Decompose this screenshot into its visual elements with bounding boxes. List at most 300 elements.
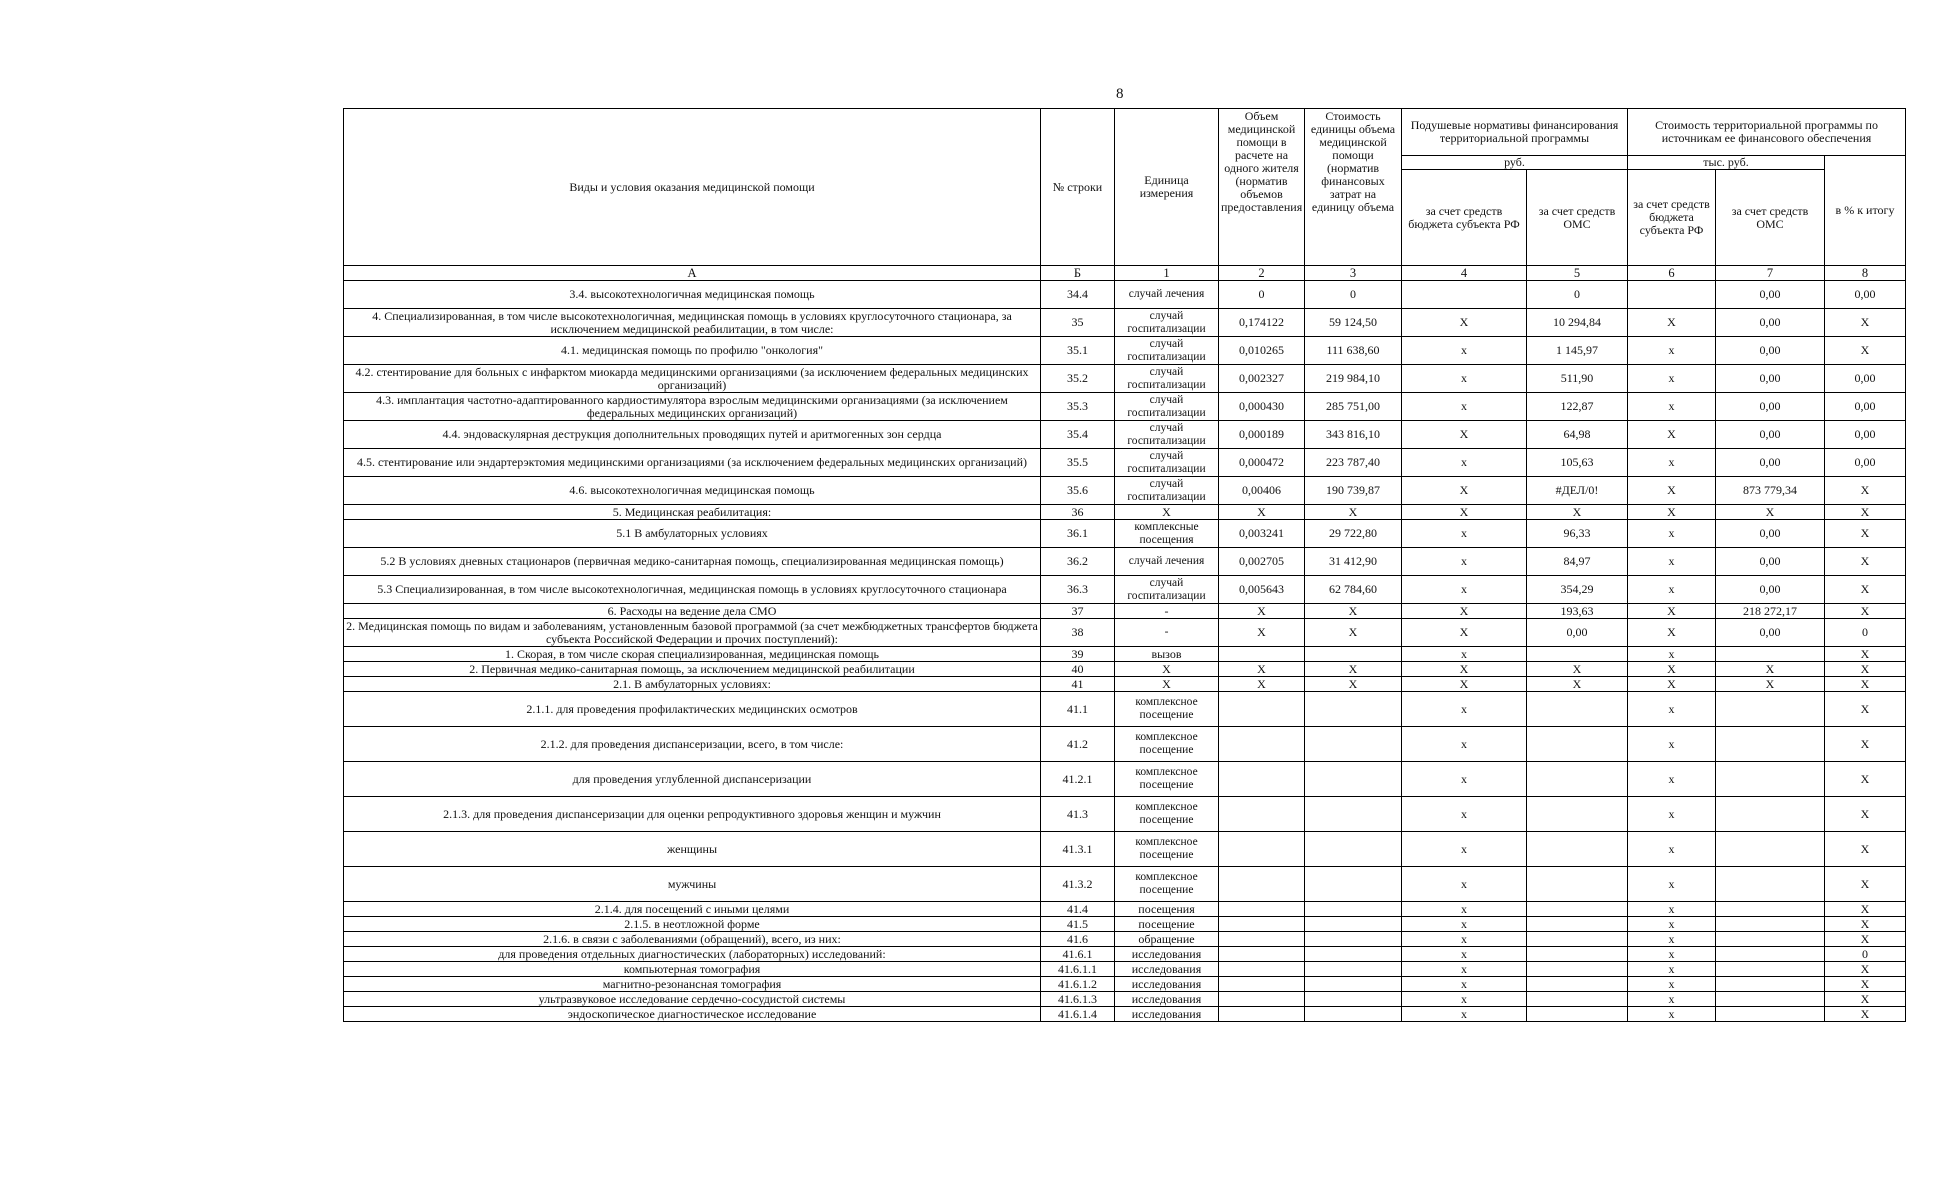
table-row — [344, 797, 1906, 832]
row-oms-total-cell — [1716, 692, 1825, 727]
row-volume-cell: X — [1219, 505, 1305, 520]
row-volume-cell — [1219, 947, 1305, 962]
row-name-cell: для проведения углубленной диспансеризации — [344, 762, 1041, 797]
row-code-cell: 34.4 — [1041, 281, 1115, 309]
row-name-cell: 6. Расходы на ведение дела СМО — [344, 604, 1041, 619]
row-percent-cell: X — [1825, 932, 1906, 947]
row-unit-cell: исследования — [1115, 977, 1219, 992]
row-budget-rf-total-cell: x — [1628, 947, 1716, 962]
row-name-cell: 2.1. В амбулаторных условиях: — [344, 677, 1041, 692]
row-budget-rf-total-cell: X — [1628, 309, 1716, 337]
row-budget-rf-total-cell: x — [1628, 365, 1716, 393]
header-percent: в % к итогу — [1825, 156, 1906, 266]
row-oms-total-cell: 873 779,34 — [1716, 477, 1825, 505]
row-percent-cell: X — [1825, 992, 1906, 1007]
row-budget-rf-total-cell: x — [1628, 902, 1716, 917]
header-oms: за счет средств ОМС — [1527, 170, 1628, 266]
row-unit-cell: случай госпитализации — [1115, 365, 1219, 393]
row-code-cell: 41.2 — [1041, 727, 1115, 762]
row-oms-total-cell — [1716, 902, 1825, 917]
row-oms-cell — [1527, 727, 1628, 762]
row-percent-cell: X — [1825, 309, 1906, 337]
row-budget-rf-total-cell: x — [1628, 962, 1716, 977]
row-volume-cell: 0,000189 — [1219, 421, 1305, 449]
row-unit-cell: исследования — [1115, 947, 1219, 962]
row-oms-cell — [1527, 962, 1628, 977]
row-oms-total-cell: 0,00 — [1716, 449, 1825, 477]
row-budget-rf-total-cell: x — [1628, 548, 1716, 576]
row-oms-total-cell — [1716, 762, 1825, 797]
row-unit-cost-cell — [1305, 832, 1402, 867]
row-percent-cell: X — [1825, 677, 1906, 692]
row-budget-rf-total-cell: x — [1628, 932, 1716, 947]
row-name-cell: 3.4. высокотехнологичная медицинская помощь — [344, 281, 1041, 309]
row-unit-cell: комплексное посещение — [1115, 832, 1219, 867]
row-unit-cost-cell — [1305, 992, 1402, 1007]
table-row — [344, 281, 1906, 309]
table-row — [344, 365, 1906, 393]
row-code-cell: 36.2 — [1041, 548, 1115, 576]
row-oms-total-cell — [1716, 962, 1825, 977]
row-code-cell: 36.3 — [1041, 576, 1115, 604]
row-code-cell: 40 — [1041, 662, 1115, 677]
row-percent-cell: X — [1825, 962, 1906, 977]
row-oms-cell — [1527, 692, 1628, 727]
row-oms-total-cell — [1716, 727, 1825, 762]
row-budget-rf-cell: x — [1402, 692, 1527, 727]
row-budget-rf-cell: x — [1402, 647, 1527, 662]
row-oms-total-cell — [1716, 647, 1825, 662]
row-oms-cell: 0,00 — [1527, 619, 1628, 647]
table-row — [344, 917, 1906, 932]
row-code-cell: 41.5 — [1041, 917, 1115, 932]
row-unit-cell: случай госпитализации — [1115, 393, 1219, 421]
row-name-cell: компьютерная томография — [344, 962, 1041, 977]
row-volume-cell: 0,003241 — [1219, 520, 1305, 548]
row-budget-rf-cell: x — [1402, 576, 1527, 604]
row-budget-rf-total-cell: X — [1628, 421, 1716, 449]
row-name-cell: 4.6. высокотехнологичная медицинская помощь — [344, 477, 1041, 505]
row-unit-cost-cell: 59 124,50 — [1305, 309, 1402, 337]
row-budget-rf-cell: X — [1402, 662, 1527, 677]
row-name-cell: 2.1.3. для проведения диспансеризации для оценки репродуктивного здоровья женщин и мужчин — [344, 797, 1041, 832]
row-oms-cell — [1527, 647, 1628, 662]
row-oms-total-cell: 0,00 — [1716, 365, 1825, 393]
row-volume-cell — [1219, 762, 1305, 797]
row-budget-rf-cell: x — [1402, 917, 1527, 932]
row-name-cell: 4.3. имплантация частотно-адаптированного кардиостимулятора взрослым медицинскими организациями (за исключением федеральных медицинских организаций) — [344, 393, 1041, 421]
row-oms-total-cell: 0,00 — [1716, 393, 1825, 421]
column-number: 7 — [1716, 266, 1825, 281]
row-unit-cost-cell — [1305, 692, 1402, 727]
row-oms-total-cell: 0,00 — [1716, 576, 1825, 604]
header-percapita-group: Подушевые нормативы финансирования территориальной программы — [1402, 109, 1628, 156]
header-volume — [1219, 109, 1305, 266]
row-volume-cell: X — [1219, 662, 1305, 677]
row-unit-cell: комплексное посещение — [1115, 727, 1219, 762]
row-unit-cell: случай госпитализации — [1115, 337, 1219, 365]
row-name-cell: 5.3 Специализированная, в том числе высокотехнологичная, медицинская помощь в условиях круглосуточного стационара — [344, 576, 1041, 604]
row-unit-cell: - — [1115, 619, 1219, 647]
row-oms-total-cell: 0,00 — [1716, 337, 1825, 365]
row-budget-rf-cell: x — [1402, 762, 1527, 797]
row-percent-cell: X — [1825, 548, 1906, 576]
row-name-cell: 5.2 В условиях дневных стационаров (первичная медико-санитарная помощь, специализированная медицинская помощь) — [344, 548, 1041, 576]
table-row — [344, 902, 1906, 917]
row-name-cell: 4. Специализированная, в том числе высокотехнологичная, медицинская помощь в условиях круглосуточного стационара, за исключением медицинской реабилитации, в том числе: — [344, 309, 1041, 337]
row-unit-cost-cell: X — [1305, 619, 1402, 647]
row-code-cell: 35.1 — [1041, 337, 1115, 365]
row-volume-cell: X — [1219, 604, 1305, 619]
row-percent-cell: X — [1825, 762, 1906, 797]
header-unit-thousand-rub: тыс. руб. — [1628, 156, 1825, 170]
row-volume-cell — [1219, 727, 1305, 762]
row-oms-cell — [1527, 1007, 1628, 1022]
row-unit-cell: X — [1115, 505, 1219, 520]
column-number-row — [344, 266, 1906, 281]
row-percent-cell: 0 — [1825, 619, 1906, 647]
table-row — [344, 962, 1906, 977]
row-percent-cell: X — [1825, 477, 1906, 505]
row-unit-cost-cell — [1305, 727, 1402, 762]
row-unit-cell: случай госпитализации — [1115, 309, 1219, 337]
table-body — [344, 281, 1906, 1022]
row-volume-cell: 0,010265 — [1219, 337, 1305, 365]
row-oms-cell: 105,63 — [1527, 449, 1628, 477]
row-volume-cell — [1219, 867, 1305, 902]
row-oms-cell — [1527, 947, 1628, 962]
row-unit-cell: исследования — [1115, 1007, 1219, 1022]
row-code-cell: 35.2 — [1041, 365, 1115, 393]
row-unit-cell: X — [1115, 662, 1219, 677]
row-volume-cell — [1219, 647, 1305, 662]
row-unit-cell: комплексное посещение — [1115, 797, 1219, 832]
row-budget-rf-cell: X — [1402, 421, 1527, 449]
row-percent-cell: X — [1825, 1007, 1906, 1022]
row-volume-cell: 0,174122 — [1219, 309, 1305, 337]
row-budget-rf-total-cell: x — [1628, 762, 1716, 797]
table-row — [344, 947, 1906, 962]
row-code-cell: 41.3 — [1041, 797, 1115, 832]
row-unit-cost-cell — [1305, 962, 1402, 977]
row-oms-total-cell — [1716, 797, 1825, 832]
row-unit-cell: комплексное посещение — [1115, 762, 1219, 797]
page-number: 8 — [1116, 86, 1124, 102]
row-unit-cell: вызов — [1115, 647, 1219, 662]
header-row-number: № строки — [1041, 109, 1115, 266]
row-oms-cell — [1527, 762, 1628, 797]
row-code-cell: 41.6.1.1 — [1041, 962, 1115, 977]
row-oms-cell: X — [1527, 505, 1628, 520]
row-oms-total-cell — [1716, 992, 1825, 1007]
row-name-cell: 2.1.6. в связи с заболеваниями (обращений), всего, из них: — [344, 932, 1041, 947]
row-name-cell: 2. Первичная медико-санитарная помощь, за исключением медицинской реабилитации — [344, 662, 1041, 677]
column-number: 4 — [1402, 266, 1527, 281]
row-oms-cell — [1527, 932, 1628, 947]
row-name-cell: 4.5. стентирование или эндартерэктомия медицинскими организациями (за исключением федеральных медицинских организаций) — [344, 449, 1041, 477]
row-unit-cost-cell: 111 638,60 — [1305, 337, 1402, 365]
row-budget-rf-total-cell: x — [1628, 867, 1716, 902]
header-unit-cost — [1305, 109, 1402, 266]
row-name-cell: ультразвуковое исследование сердечно-сосудистой системы — [344, 992, 1041, 1007]
row-percent-cell: X — [1825, 337, 1906, 365]
row-code-cell: 41.3.2 — [1041, 867, 1115, 902]
row-budget-rf-cell: X — [1402, 604, 1527, 619]
row-volume-cell: X — [1219, 619, 1305, 647]
column-number: 6 — [1628, 266, 1716, 281]
row-unit-cost-cell — [1305, 647, 1402, 662]
row-code-cell: 41.2.1 — [1041, 762, 1115, 797]
row-budget-rf-total-cell: x — [1628, 832, 1716, 867]
row-oms-cell — [1527, 977, 1628, 992]
row-volume-cell — [1219, 797, 1305, 832]
row-budget-rf-cell: x — [1402, 992, 1527, 1007]
row-unit-cost-cell — [1305, 762, 1402, 797]
row-percent-cell: X — [1825, 902, 1906, 917]
row-oms-total-cell — [1716, 932, 1825, 947]
row-oms-cell: X — [1527, 677, 1628, 692]
row-volume-cell — [1219, 962, 1305, 977]
row-volume-cell: 0,000472 — [1219, 449, 1305, 477]
row-percent-cell: X — [1825, 647, 1906, 662]
row-budget-rf-cell: x — [1402, 902, 1527, 917]
row-volume-cell — [1219, 977, 1305, 992]
column-number: А — [344, 266, 1041, 281]
row-unit-cell: посещение — [1115, 917, 1219, 932]
row-code-cell: 35.5 — [1041, 449, 1115, 477]
row-percent-cell: X — [1825, 692, 1906, 727]
row-unit-cell: X — [1115, 677, 1219, 692]
row-budget-rf-total-cell: X — [1628, 662, 1716, 677]
header-unit: Единица измерения — [1115, 109, 1219, 266]
row-budget-rf-total-cell: X — [1628, 604, 1716, 619]
row-percent-cell: 0,00 — [1825, 393, 1906, 421]
column-number: 1 — [1115, 266, 1219, 281]
row-unit-cost-cell: 31 412,90 — [1305, 548, 1402, 576]
row-budget-rf-cell: x — [1402, 962, 1527, 977]
row-code-cell: 39 — [1041, 647, 1115, 662]
table-header — [344, 109, 1906, 281]
row-percent-cell: X — [1825, 576, 1906, 604]
row-volume-cell: 0,00406 — [1219, 477, 1305, 505]
row-budget-rf-total-cell: x — [1628, 647, 1716, 662]
row-oms-total-cell — [1716, 1007, 1825, 1022]
row-oms-total-cell: 218 272,17 — [1716, 604, 1825, 619]
header-volume-text: Объем медицинской помощи в расчете на одного жителя (норматив объемов предоставления — [1221, 109, 1302, 214]
row-budget-rf-total-cell: x — [1628, 727, 1716, 762]
row-budget-rf-total-cell: X — [1628, 477, 1716, 505]
row-unit-cost-cell — [1305, 902, 1402, 917]
header-name: Виды и условия оказания медицинской помощи — [344, 109, 1041, 266]
row-unit-cost-cell: 219 984,10 — [1305, 365, 1402, 393]
row-budget-rf-total-cell: x — [1628, 797, 1716, 832]
row-unit-cost-cell — [1305, 867, 1402, 902]
row-oms-cell — [1527, 867, 1628, 902]
table-row — [344, 505, 1906, 520]
row-budget-rf-cell: x — [1402, 977, 1527, 992]
table-row — [344, 449, 1906, 477]
row-percent-cell: X — [1825, 977, 1906, 992]
row-percent-cell: X — [1825, 917, 1906, 932]
row-oms-total-cell: 0,00 — [1716, 421, 1825, 449]
row-unit-cell: комплексное посещение — [1115, 692, 1219, 727]
table-row — [344, 662, 1906, 677]
row-volume-cell — [1219, 1007, 1305, 1022]
row-code-cell: 41.6.1.4 — [1041, 1007, 1115, 1022]
row-budget-rf-total-cell: x — [1628, 917, 1716, 932]
row-percent-cell: 0,00 — [1825, 281, 1906, 309]
table-row — [344, 548, 1906, 576]
row-name-cell: 2.1.1. для проведения профилактических медицинских осмотров — [344, 692, 1041, 727]
row-code-cell: 41.6 — [1041, 932, 1115, 947]
row-percent-cell: 0,00 — [1825, 449, 1906, 477]
row-budget-rf-total-cell: x — [1628, 576, 1716, 604]
row-budget-rf-total-cell: X — [1628, 619, 1716, 647]
column-number: Б — [1041, 266, 1115, 281]
row-budget-rf-total-cell: x — [1628, 992, 1716, 1007]
row-code-cell: 36.1 — [1041, 520, 1115, 548]
row-unit-cost-cell: X — [1305, 604, 1402, 619]
row-oms-total-cell: 0,00 — [1716, 281, 1825, 309]
row-budget-rf-total-cell: x — [1628, 977, 1716, 992]
row-percent-cell: 0 — [1825, 947, 1906, 962]
row-code-cell: 35.4 — [1041, 421, 1115, 449]
row-budget-rf-cell: X — [1402, 619, 1527, 647]
row-oms-total-cell — [1716, 947, 1825, 962]
row-oms-total-cell: 0,00 — [1716, 309, 1825, 337]
row-unit-cost-cell: 285 751,00 — [1305, 393, 1402, 421]
table-row — [344, 421, 1906, 449]
row-name-cell: магнитно-резонансная томография — [344, 977, 1041, 992]
row-name-cell: 2.1.2. для проведения диспансеризации, всего, в том числе: — [344, 727, 1041, 762]
row-oms-cell: #ДЕЛ/0! — [1527, 477, 1628, 505]
row-code-cell: 35 — [1041, 309, 1115, 337]
row-unit-cost-cell: 62 784,60 — [1305, 576, 1402, 604]
row-code-cell: 35.6 — [1041, 477, 1115, 505]
row-volume-cell: 0 — [1219, 281, 1305, 309]
row-oms-total-cell: 0,00 — [1716, 548, 1825, 576]
row-volume-cell — [1219, 832, 1305, 867]
column-number: 8 — [1825, 266, 1906, 281]
row-code-cell: 41.3.1 — [1041, 832, 1115, 867]
row-budget-rf-total-cell: x — [1628, 449, 1716, 477]
row-percent-cell: X — [1825, 832, 1906, 867]
row-oms-total-cell — [1716, 832, 1825, 867]
column-number: 2 — [1219, 266, 1305, 281]
row-name-cell: 4.2. стентирование для больных с инфарктом миокарда медицинскими организациями (за исключением федеральных медицинских организаций) — [344, 365, 1041, 393]
row-volume-cell: 0,000430 — [1219, 393, 1305, 421]
row-oms-cell — [1527, 832, 1628, 867]
row-percent-cell: X — [1825, 797, 1906, 832]
row-unit-cost-cell: 223 787,40 — [1305, 449, 1402, 477]
row-budget-rf-cell: x — [1402, 449, 1527, 477]
row-name-cell: эндоскопическое диагностическое исследование — [344, 1007, 1041, 1022]
row-unit-cost-cell: X — [1305, 505, 1402, 520]
row-unit-cost-cell: 29 722,80 — [1305, 520, 1402, 548]
row-oms-cell — [1527, 797, 1628, 832]
table-row — [344, 762, 1906, 797]
row-budget-rf-cell: x — [1402, 337, 1527, 365]
row-budget-rf-cell: x — [1402, 1007, 1527, 1022]
row-code-cell: 41.6.1.3 — [1041, 992, 1115, 1007]
row-oms-cell: 354,29 — [1527, 576, 1628, 604]
row-code-cell: 41.1 — [1041, 692, 1115, 727]
row-volume-cell: 0,002327 — [1219, 365, 1305, 393]
row-code-cell: 41.6.1 — [1041, 947, 1115, 962]
table-row — [344, 1007, 1906, 1022]
row-code-cell: 35.3 — [1041, 393, 1115, 421]
row-oms-cell — [1527, 992, 1628, 1007]
row-unit-cost-cell — [1305, 932, 1402, 947]
table-row — [344, 977, 1906, 992]
row-name-cell: мужчины — [344, 867, 1041, 902]
row-unit-cost-cell: 0 — [1305, 281, 1402, 309]
row-budget-rf-cell: x — [1402, 548, 1527, 576]
row-volume-cell: 0,005643 — [1219, 576, 1305, 604]
row-budget-rf-cell: x — [1402, 365, 1527, 393]
row-unit-cell: случай лечения — [1115, 281, 1219, 309]
row-unit-cost-cell: X — [1305, 662, 1402, 677]
row-unit-cell: обращение — [1115, 932, 1219, 947]
row-oms-cell: 1 145,97 — [1527, 337, 1628, 365]
row-oms-cell — [1527, 917, 1628, 932]
row-oms-total-cell — [1716, 917, 1825, 932]
row-oms-cell: 122,87 — [1527, 393, 1628, 421]
row-budget-rf-cell: x — [1402, 832, 1527, 867]
row-name-cell: женщины — [344, 832, 1041, 867]
row-percent-cell: X — [1825, 727, 1906, 762]
table-row — [344, 337, 1906, 365]
row-unit-cell: случай госпитализации — [1115, 421, 1219, 449]
row-unit-cell: комплексные посещения — [1115, 520, 1219, 548]
row-oms-cell: 84,97 — [1527, 548, 1628, 576]
row-percent-cell: X — [1825, 520, 1906, 548]
row-budget-rf-cell: X — [1402, 309, 1527, 337]
row-code-cell: 41.6.1.2 — [1041, 977, 1115, 992]
header-total-group: Стоимость территориальной программы по источникам ее финансового обеспечения — [1628, 109, 1906, 156]
row-unit-cell: исследования — [1115, 962, 1219, 977]
row-budget-rf-cell: X — [1402, 677, 1527, 692]
row-unit-cell: - — [1115, 604, 1219, 619]
header-budget-rf-total: за счет средств бюджета субъекта РФ — [1628, 170, 1716, 266]
row-oms-total-cell — [1716, 867, 1825, 902]
row-unit-cell: комплексное посещение — [1115, 867, 1219, 902]
row-budget-rf-cell: x — [1402, 932, 1527, 947]
column-number: 5 — [1527, 266, 1628, 281]
row-volume-cell: 0,002705 — [1219, 548, 1305, 576]
table-row — [344, 576, 1906, 604]
row-unit-cell: посещения — [1115, 902, 1219, 917]
row-percent-cell: X — [1825, 662, 1906, 677]
row-code-cell: 36 — [1041, 505, 1115, 520]
row-percent-cell: X — [1825, 867, 1906, 902]
row-budget-rf-cell: x — [1402, 797, 1527, 832]
row-percent-cell: 0,00 — [1825, 421, 1906, 449]
row-budget-rf-total-cell: x — [1628, 337, 1716, 365]
row-budget-rf-cell: X — [1402, 477, 1527, 505]
row-oms-cell: 64,98 — [1527, 421, 1628, 449]
row-volume-cell: X — [1219, 677, 1305, 692]
row-budget-rf-total-cell: x — [1628, 1007, 1716, 1022]
row-name-cell: 5.1 В амбулаторных условиях — [344, 520, 1041, 548]
row-percent-cell: X — [1825, 505, 1906, 520]
row-name-cell: 2.1.4. для посещений с иными целями — [344, 902, 1041, 917]
row-budget-rf-cell: X — [1402, 505, 1527, 520]
row-unit-cell: случай госпитализации — [1115, 449, 1219, 477]
header-oms-total: за счет средств ОМС — [1716, 170, 1825, 266]
row-code-cell: 37 — [1041, 604, 1115, 619]
row-budget-rf-total-cell: X — [1628, 505, 1716, 520]
